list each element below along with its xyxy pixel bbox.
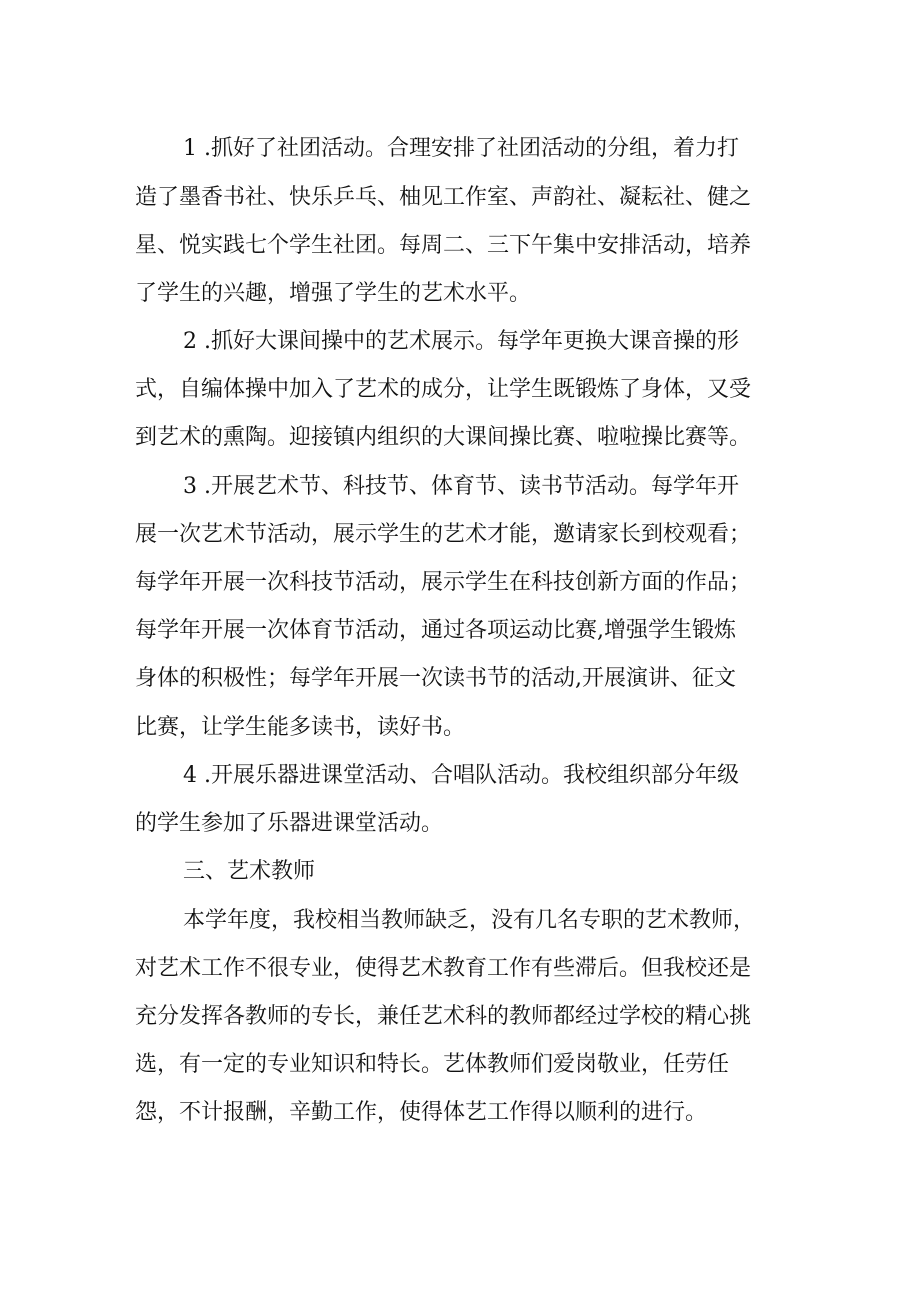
paragraph-5-line-2: 对艺术工作不很专业，使得艺术教育工作有些滞后。但我校还是 [135,956,752,981]
paragraph-5-line-4: 选，有一定的专业知识和特长。艺体教师们爱岗敬业，任劳任 [135,1052,730,1077]
section-heading: 三、艺术教师 [183,859,316,884]
paragraph-3-line-5: 身体的积极性；每学年开展一次读书节的活动,开展演讲、征文 [135,666,736,691]
paragraph-5-line-5: 怨，不计报酬，辛勤工作，使得体艺工作得以顺利的进行。 [135,1100,708,1125]
paragraph-5-line-3: 充分发挥各教师的专长，兼任艺术科的教师都经过学校的精心挑 [135,1004,752,1029]
paragraph-2-line-2: 式，自编体操中加入了艺术的成分，让学生既锻炼了身体，又受 [135,377,752,402]
paragraph-3-line-3: 每学年开展一次科技节活动，展示学生在科技创新方面的作品； [135,570,752,595]
paragraph-1-line-2: 造了墨香书社、快乐乒乓、柚见工作室、声韵社、凝耘社、健之 [135,185,752,210]
paragraph-5-line-1: 本学年度，我校相当教师缺乏，没有几名专职的艺术教师， [183,908,756,933]
paragraph-3-line-2: 展一次艺术节活动，展示学生的艺术才能，邀请家长到校观看； [135,522,752,547]
paragraph-2-line-1: 2 .抓好大课间操中的艺术展示。每学年更换大课音操的形 [183,329,739,354]
paragraph-1-line-3: 星、悦实践七个学生社团。每周二、三下午集中安排活动，培养 [135,233,752,258]
paragraph-3-line-4: 每学年开展一次体育节活动，通过各项运动比赛,增强学生锻炼 [135,618,736,643]
paragraph-4-line-1: 4 .开展乐器进课堂活动、合唱队活动。我校组织部分年级 [183,763,739,788]
paragraph-3-line-6: 比赛，让学生能多读书，读好书。 [135,715,466,740]
paragraph-4-line-2: 的学生参加了乐器进课堂活动。 [135,811,444,836]
paragraph-1-line-1: 1 .抓好了社团活动。合理安排了社团活动的分组，着力打 [183,136,739,161]
paragraph-1-line-4: 了学生的兴趣，增强了学生的艺术水平。 [135,281,532,306]
paragraph-2-line-3: 到艺术的熏陶。迎接镇内组织的大课间操比赛、啦啦操比赛等。 [135,425,752,450]
paragraph-3-line-1: 3 .开展艺术节、科技节、体育节、读书节活动。每学年开 [183,474,739,499]
